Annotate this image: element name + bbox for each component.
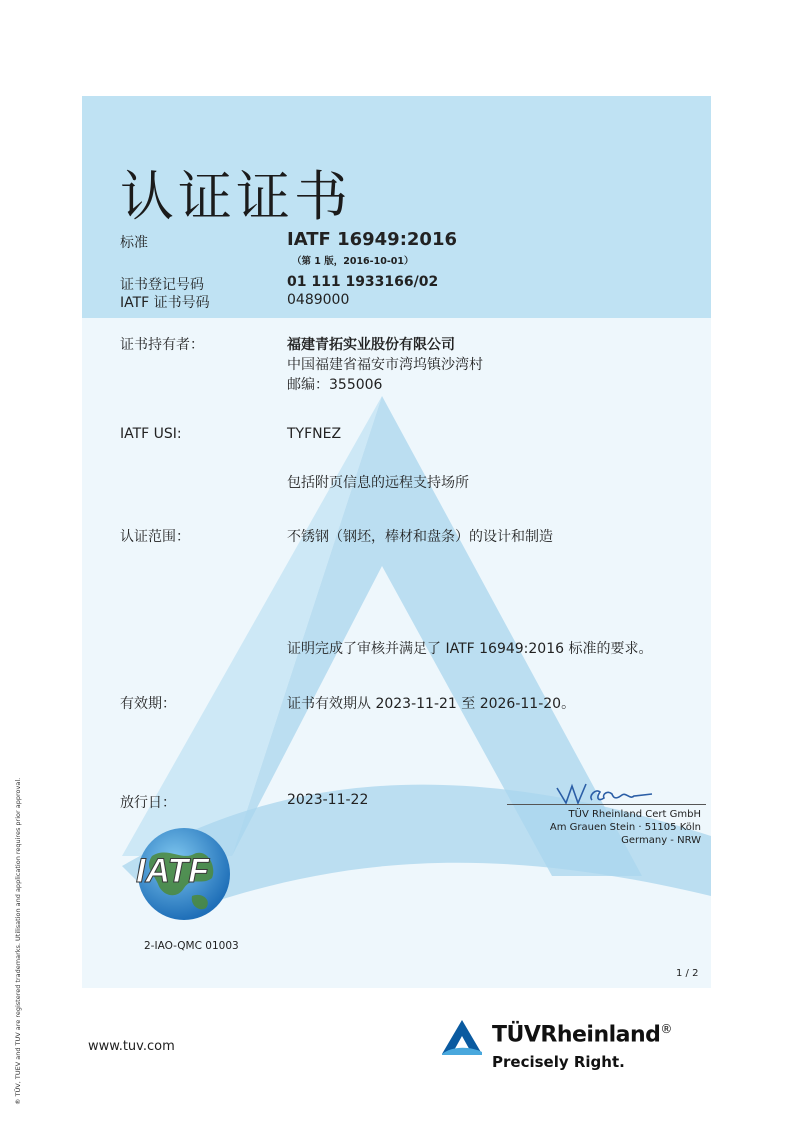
issue-value: 2023-11-22: [287, 792, 369, 808]
tuv-slogan: Precisely Right.: [492, 1053, 625, 1071]
standard-label: 标准: [120, 235, 148, 251]
iatf-globe-logo-icon: [122, 816, 242, 926]
tuv-brand: [492, 1022, 672, 1047]
signature-line: [507, 804, 706, 805]
tuv-brand-text: TÜVRheinland: [492, 1022, 661, 1048]
iatf-no-label: IATF 证书号码: [120, 295, 210, 311]
issuer-line1: TÜV Rheinland Cert GmbH: [568, 809, 701, 820]
scope-label: 认证范围：: [120, 529, 190, 545]
page-number: 1 / 2: [676, 968, 699, 979]
page-title: 认证证书: [120, 165, 352, 228]
holder-name: 福建青拓实业股份有限公司: [287, 337, 455, 353]
validity-label: 有效期：: [120, 696, 176, 712]
usi-value: TYFNEZ: [287, 426, 342, 442]
issue-label: 放行日：: [120, 795, 176, 811]
issuer-line2: Am Grauen Stein · 51105 Köln: [549, 822, 701, 833]
statement: 证明完成了审核并满足了 IATF 16949:2016 标准的要求。: [287, 641, 653, 657]
remote-note: 包括附页信息的远程支持场所: [287, 475, 469, 491]
scope-value: 不锈钢（钢坯，棒材和盘条）的设计和制造: [287, 529, 553, 545]
iatf-logo-text: IATF: [136, 852, 210, 890]
usi-label: IATF USI:: [120, 426, 182, 442]
validity-value: 证书有效期从 2023-11-21 至 2026-11-20。: [287, 696, 576, 712]
certificate-sheet: [82, 96, 711, 988]
issuer-block: [550, 808, 701, 847]
standard-value: IATF 16949:2016: [287, 229, 457, 250]
standard-edition: （第 1 版，2016-10-01）: [292, 256, 414, 267]
issuer-line3: Germany - NRW: [621, 835, 701, 846]
iatf-code: 2-IAO-QMC 01003: [144, 940, 239, 952]
reg-no-value: 01 111 1933166/02: [287, 274, 439, 290]
holder-address: 中国福建省福安市湾坞镇沙湾村: [287, 357, 483, 373]
trademark-mark: ®: [660, 1022, 672, 1036]
website-link[interactable]: www.tuv.com: [88, 1039, 175, 1054]
holder-label: 证书持有者：: [120, 337, 204, 353]
trademark-notice: ® TÜV, TUEV and TUV are registered trademarks. Utilisation and application requires prior approval.: [14, 777, 22, 1105]
reg-no-label: 证书登记号码: [120, 277, 204, 293]
tuv-triangle-icon: [440, 1018, 484, 1056]
iatf-no-value: 0489000: [287, 292, 350, 308]
holder-postcode: 邮编：355006: [287, 377, 383, 393]
